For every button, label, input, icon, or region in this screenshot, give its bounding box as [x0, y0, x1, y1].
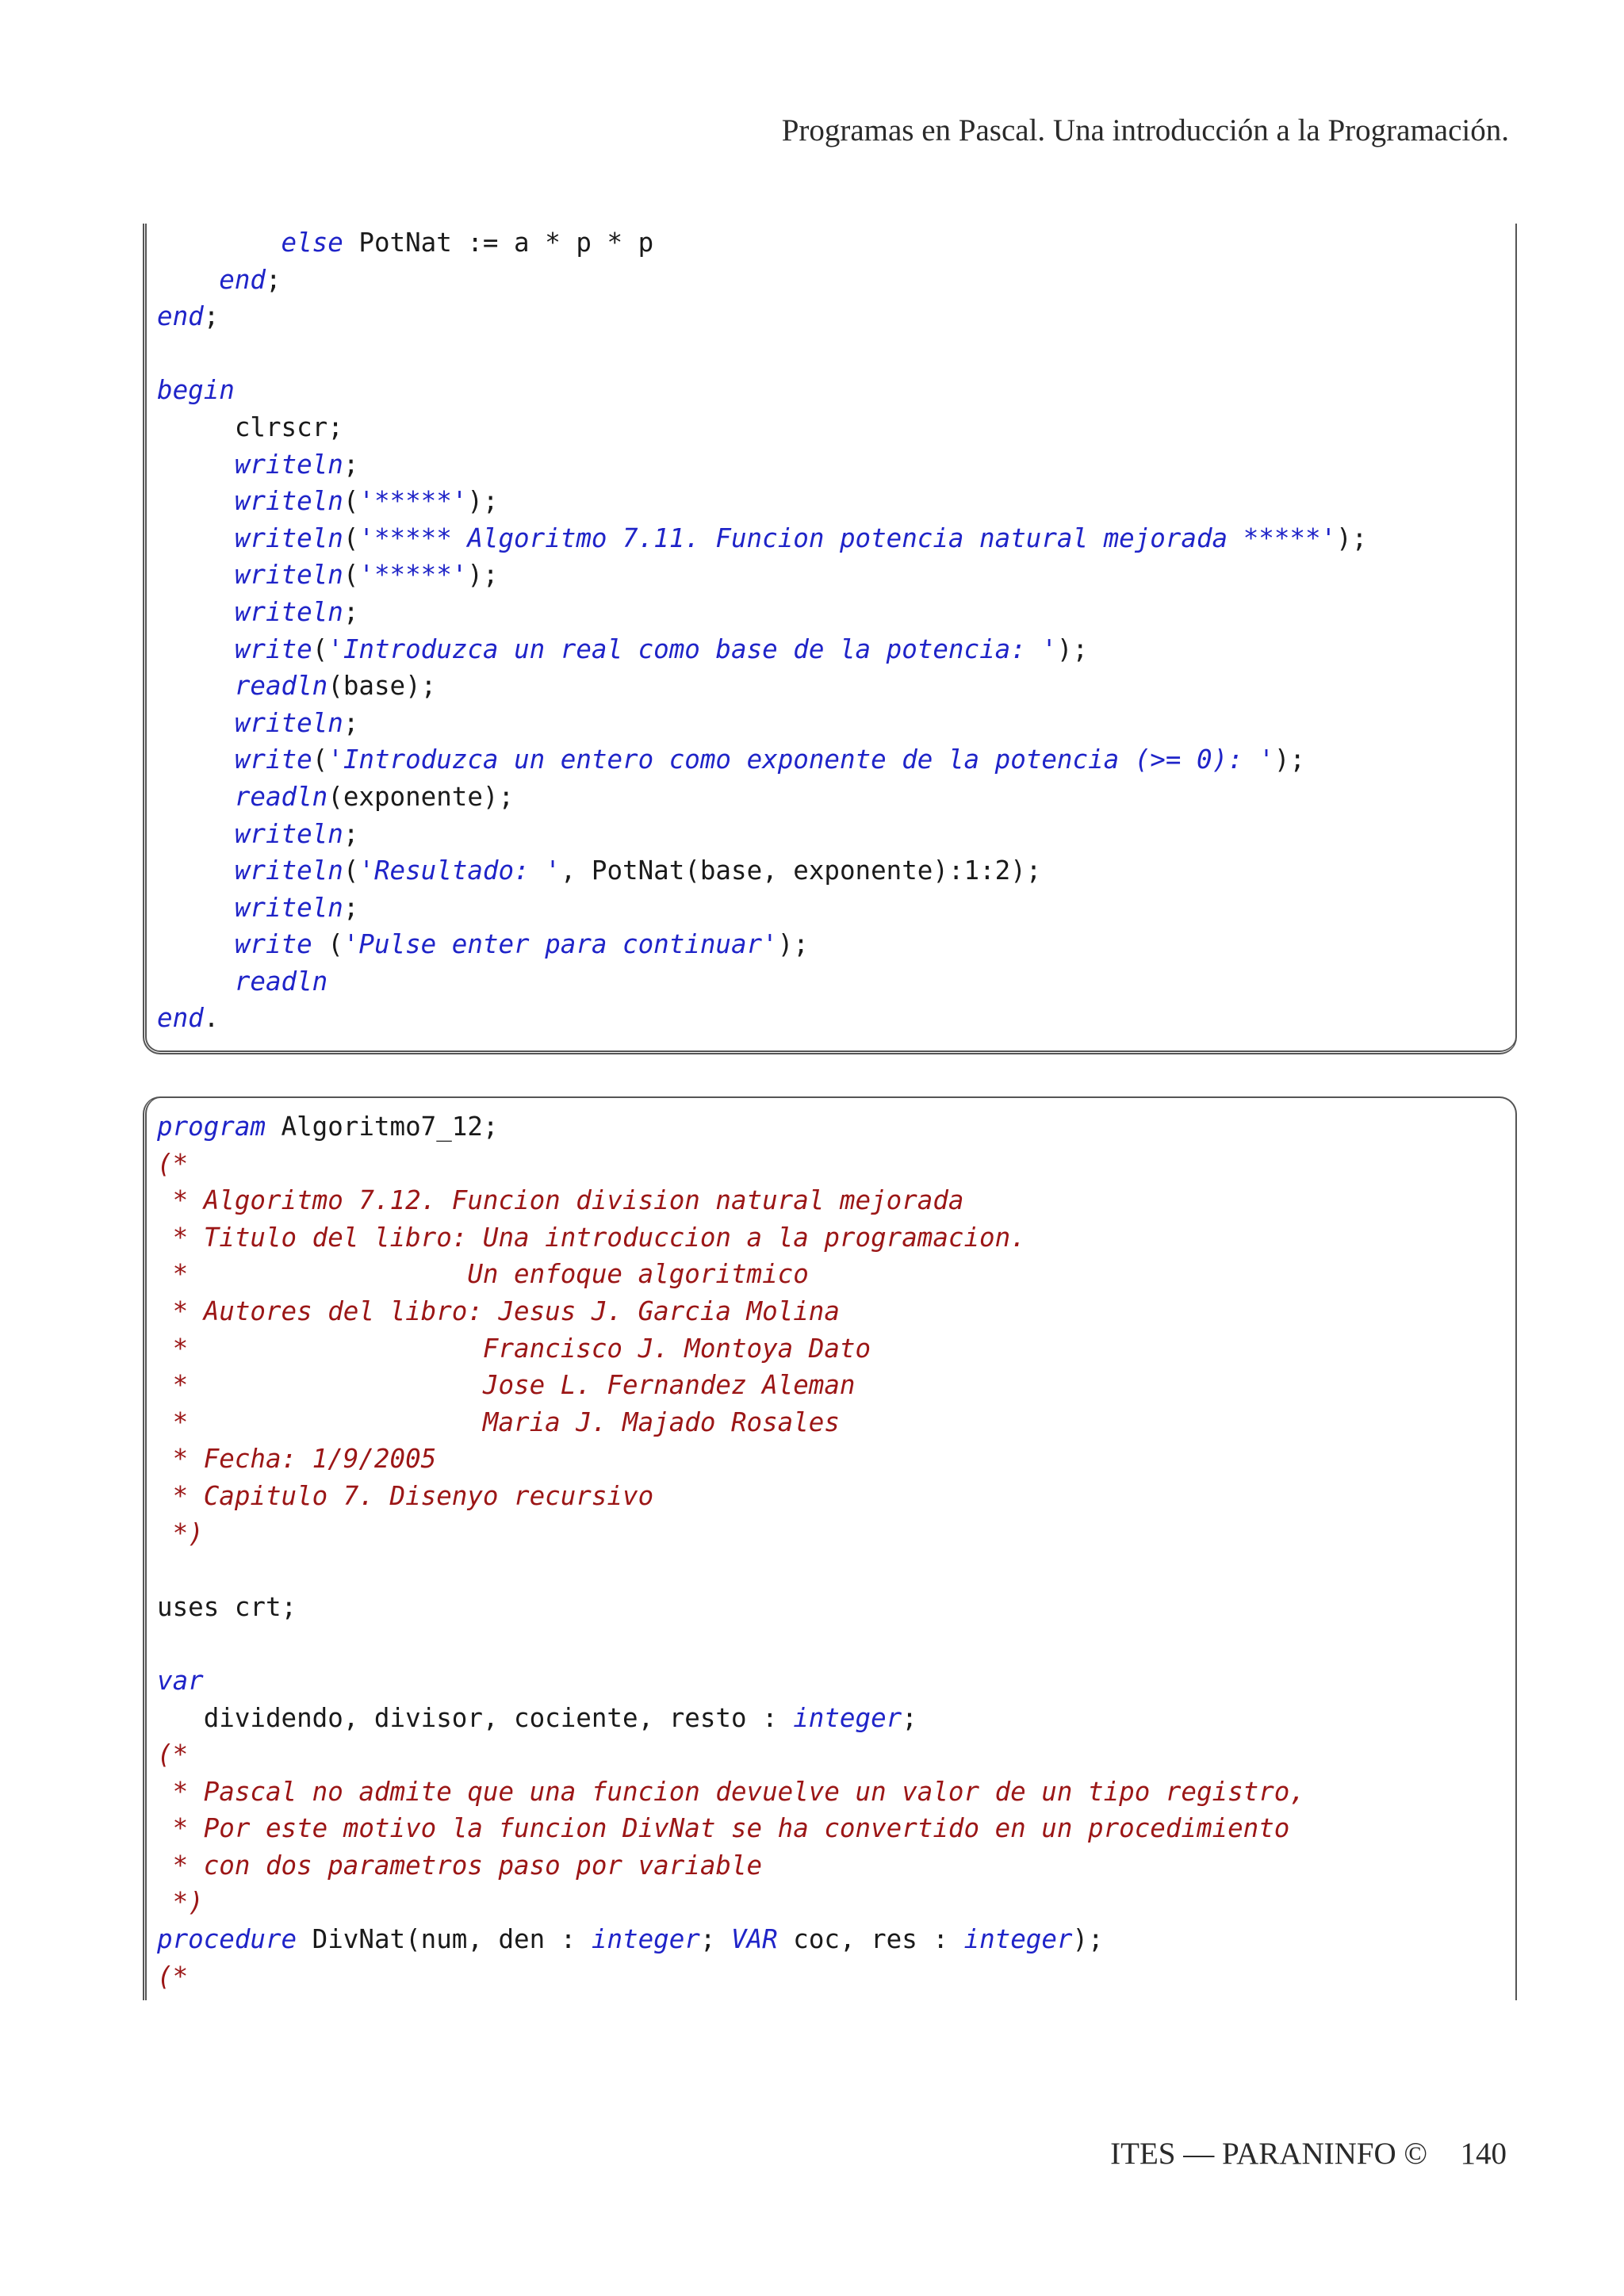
code-line: [157, 372, 1367, 409]
code-line: [157, 705, 1367, 742]
running-header: Programas en Pascal. Una introducción a la Programación.: [781, 113, 1509, 147]
code-line: [157, 409, 1367, 446]
code-token: (: [312, 633, 328, 664]
code-token: ;: [265, 264, 282, 295]
code-line: [157, 1700, 1305, 1737]
code-line: [157, 1921, 1305, 1958]
code-line: [157, 890, 1367, 927]
code-token: [157, 855, 235, 886]
code-token: integer: [793, 1702, 902, 1733]
code-token: [157, 560, 235, 590]
code-line: [157, 335, 1367, 373]
code-line: [157, 779, 1367, 816]
code-token: [157, 782, 235, 812]
code-token: *): [157, 1517, 204, 1548]
code-token: readln: [234, 671, 328, 702]
code-line: [157, 1478, 1305, 1515]
code-token: );: [467, 486, 499, 517]
code-token: * Autores del libro: Jesus J. Garcia Molina: [157, 1295, 840, 1326]
code-token: (exponente);: [327, 781, 515, 812]
code-token: Algoritmo7_12;: [265, 1112, 499, 1142]
code-token: ;: [343, 596, 359, 627]
code-token: procedure: [157, 1924, 297, 1955]
code-token: program: [157, 1112, 266, 1142]
code-token: * Capitulo 7. Disenyo recursivo: [157, 1480, 654, 1511]
code-token: PotNat := a * p * p: [343, 228, 654, 258]
code-token: (: [343, 560, 359, 591]
code-token: * Algoritmo 7.12. Funcion division natural mejorada: [157, 1185, 964, 1216]
publisher-credit: ITES — PARANINFO ©: [1110, 2137, 1427, 2171]
code-token: );: [1274, 744, 1305, 775]
code-token: [157, 819, 235, 849]
code-line: [157, 1847, 1305, 1885]
code-line: [157, 631, 1367, 668]
code-token: ;: [343, 818, 359, 849]
code-token: write: [234, 633, 312, 664]
code-token: ;: [343, 707, 359, 738]
code-token: readln: [234, 781, 328, 812]
code-line: [157, 1663, 1305, 1700]
code-token: (: [312, 744, 328, 775]
code-line: [157, 1000, 1367, 1037]
code-token: );: [777, 929, 809, 960]
code-line: [157, 1182, 1305, 1219]
code-token: end: [219, 264, 266, 295]
code-token: integer: [591, 1924, 700, 1955]
code-token: clrscr;: [157, 411, 343, 442]
code-line: [157, 926, 1367, 963]
code-token: writeln: [234, 449, 343, 480]
code-token: * Pascal no admite que una funcion devuelve un valor de un tipo registro,: [157, 1776, 1305, 1807]
code-token: end: [157, 301, 204, 332]
code-token: writeln: [234, 596, 343, 627]
code-token: ;: [343, 892, 359, 923]
code-line: [157, 1589, 1305, 1626]
code-token: [157, 228, 282, 258]
code-line: [157, 668, 1367, 705]
code-line: [157, 1404, 1305, 1441]
page-number: 140: [1460, 2137, 1507, 2171]
code-token: (: [312, 929, 343, 960]
code-line: [157, 557, 1367, 594]
code-line: [157, 1256, 1305, 1293]
code-token: * Fecha: 1/9/2005: [157, 1444, 437, 1475]
page-footer: [1110, 2136, 1507, 2172]
code-token: (: [343, 486, 359, 517]
code-token: dividendo, divisor, cociente, resto :: [157, 1702, 794, 1733]
code-token: DivNat(num, den :: [297, 1924, 592, 1955]
code-line: [157, 1293, 1305, 1330]
code-line: [157, 262, 1367, 299]
code-line: [157, 594, 1367, 631]
code-line: [157, 520, 1367, 557]
code-token: * con dos parametros paso por variable: [157, 1850, 763, 1881]
code-token: '*****': [358, 486, 468, 517]
code-token: *): [157, 1887, 204, 1918]
code-token: var: [157, 1665, 204, 1696]
code-token: (base);: [327, 671, 437, 702]
code-token: * Titulo del libro: Una introduccion a la programacion.: [157, 1222, 1026, 1253]
code-line: [157, 446, 1367, 484]
code-line: [157, 224, 1367, 262]
code-token: 'Introduzca un entero como exponente de la potencia (>= 0): ': [327, 744, 1274, 775]
code-token: [157, 450, 235, 480]
code-token: end: [157, 1003, 204, 1034]
code-line: [157, 1774, 1305, 1811]
code-token: [157, 671, 235, 701]
code-token: );: [1336, 522, 1368, 553]
code-token: * Un enfoque algoritmico: [157, 1259, 809, 1290]
code-line: [157, 1330, 1305, 1368]
code-token: writeln: [234, 855, 343, 886]
code-token: writeln: [234, 522, 343, 553]
code-line: [157, 1219, 1305, 1257]
code-line: [157, 963, 1367, 1001]
code-line: [157, 816, 1367, 853]
code-token: begin: [157, 375, 235, 406]
code-line: [157, 1441, 1305, 1478]
code-token: '***** Algoritmo 7.11. Funcion potencia natural mejorada *****': [358, 522, 1337, 553]
code-token: writeln: [234, 486, 343, 517]
code-token: );: [467, 560, 499, 591]
code-listing-algoritmo7-12: [157, 1108, 1305, 1995]
code-line: [157, 1884, 1305, 1921]
code-line: [157, 741, 1367, 779]
code-token: write: [234, 744, 312, 775]
code-line: [157, 1515, 1305, 1552]
code-token: (*: [157, 1148, 189, 1179]
code-token: [157, 634, 235, 664]
code-token: [157, 966, 235, 997]
code-token: [157, 893, 235, 923]
code-token: * Francisco J. Montoya Dato: [157, 1333, 871, 1364]
code-line: [157, 298, 1367, 335]
code-listing-potnat: [157, 224, 1367, 1037]
code-token: writeln: [234, 707, 343, 738]
code-token: [157, 708, 235, 738]
code-line: [157, 1810, 1305, 1847]
code-token: writeln: [234, 818, 343, 849]
code-token: coc, res :: [777, 1924, 964, 1955]
code-token: else: [281, 228, 343, 258]
code-token: );: [1072, 1924, 1104, 1955]
code-token: [157, 597, 235, 627]
code-token: * Jose L. Fernandez Aleman: [157, 1370, 856, 1401]
code-token: writeln: [234, 560, 343, 591]
code-token: , PotNat(base, exponente):1:2);: [560, 855, 1042, 886]
code-token: (*: [157, 1739, 189, 1770]
code-line: [157, 1552, 1305, 1589]
code-token: VAR: [731, 1924, 778, 1955]
code-token: 'Resultado: ': [358, 855, 561, 886]
code-token: ;: [699, 1924, 731, 1955]
code-token: 'Pulse enter para continuar': [343, 929, 778, 960]
code-token: ;: [902, 1702, 917, 1733]
code-token: (*: [157, 1961, 189, 1992]
code-line: [157, 1146, 1305, 1183]
code-token: ;: [203, 301, 220, 332]
code-token: [157, 929, 235, 959]
code-token: [157, 265, 219, 295]
code-line: [157, 483, 1367, 520]
code-line: [157, 1625, 1305, 1663]
code-token: readln: [234, 966, 328, 997]
code-token: * Maria J. Majado Rosales: [157, 1406, 840, 1437]
code-token: '*****': [358, 560, 468, 591]
code-line: [157, 1736, 1305, 1774]
code-token: );: [1056, 633, 1089, 664]
code-token: (: [343, 522, 359, 553]
code-line: [157, 1958, 1305, 1996]
code-token: [157, 486, 235, 516]
code-token: .: [203, 1003, 220, 1034]
code-token: [157, 744, 235, 775]
code-token: integer: [963, 1924, 1073, 1955]
code-token: * Por este motivo la funcion DivNat se ha convertido en un procedimiento: [157, 1813, 1290, 1844]
code-token: (: [343, 855, 359, 886]
code-token: ;: [343, 449, 359, 480]
code-token: [157, 523, 235, 553]
code-line: [157, 1108, 1305, 1146]
code-line: [157, 1367, 1305, 1404]
code-token: write: [234, 929, 312, 960]
code-line: [157, 852, 1367, 890]
code-token: writeln: [234, 892, 343, 923]
code-token: 'Introduzca un real como base de la potencia: ': [327, 633, 1057, 664]
code-token: uses crt;: [157, 1591, 297, 1622]
